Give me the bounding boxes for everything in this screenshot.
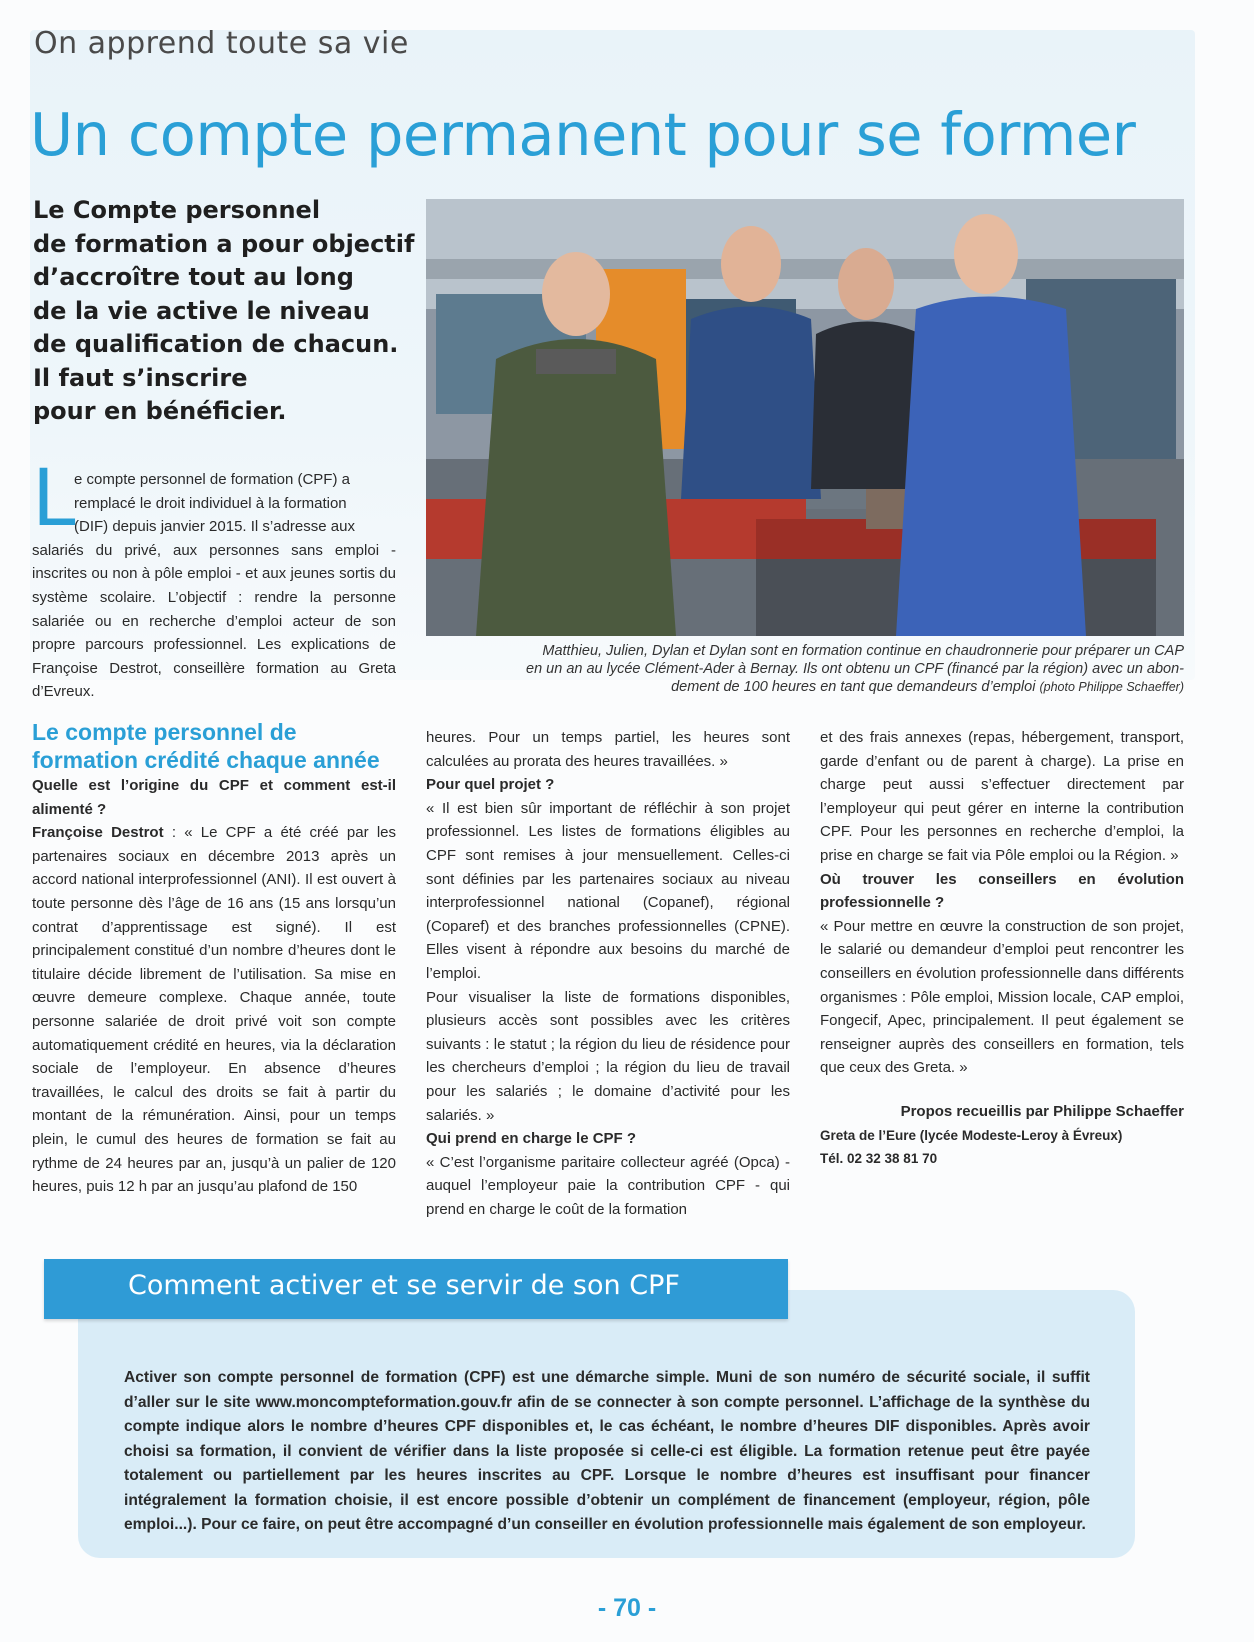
answer: Pour visualiser la liste de formations disponibles, plusieurs accès sont possibles avec les critères suivants : le statut ; la région du lieu de résidence pour les chercheurs d’emploi ; la région du lieu de travail pour les salariés ; le domaine d’activité pour les salariés. » <box>426 988 790 1124</box>
question: Qui prend en charge le CPF ? <box>426 1130 637 1148</box>
drop-cap: L <box>32 454 76 544</box>
caption-line: dement de 100 heures en tant que demandeurs d’emploi (photo Philippe Schaeffer) <box>671 679 1184 695</box>
info-box-title: Comment activer et se servir de son CPF <box>128 1270 680 1301</box>
answer: « Pour mettre en œuvre la construction de son projet, le salarié ou demandeur d’emploi peut rencontrer les conseillers en évolution professionnelle dans différents organismes : Pôle emploi, Mission locale, CAP emploi, Fongecif, Apec, principalement. Il peut également se renseigner auprès des conseillers en formation, tels que ceux des Greta. » <box>820 917 1184 1077</box>
intro-line: (DIF) depuis janvier 2015. Il s’adresse aux <box>74 518 355 536</box>
lede-line: de qualification de chacun. <box>33 330 399 358</box>
answer: « C’est l’organisme paritaire collecteur agréé (Opca) - auquel l’employeur paie la contribution CPF - qui prend en charge le coût de la formation <box>426 1153 790 1218</box>
section-kicker: On apprend toute sa vie <box>34 26 409 61</box>
answer: Françoise Destrot : « Le CPF a été créé par les partenaires sociaux en décembre 2013 après un accord national interprofessionnel (ANI). Il est ouvert à toute personne dès l’âge de 16 ans (15 ans lorsqu’un contrat d’apprentissage est signé). Il est principalement constitué d’un nombre d’heures dont le titulaire décide librement de l’utilisation. Sa mise en œuvre demeure complexe. Chaque année, toute personne salariée de droit privé voit son compte automatiquement crédité en heures, via la déclaration sociale de l’employeur. En absence d’heures travaillées, le calcul des droits se fait à partir du montant de la rémunération. Ainsi, pour un temps plein, le cumul des heures de formation se fait au rythme de 24 heures par an, jusqu’à un palier de 120 heures, puis 12 h par an jusqu’au plafond de 150 <box>32 824 396 1196</box>
lede-line: de formation a pour objectif <box>33 229 415 258</box>
workshop-photo <box>426 199 1184 636</box>
workshop-photo-illustration <box>426 199 1184 636</box>
contact-phone: Tél. 02 32 38 81 70 <box>820 1151 938 1167</box>
intro-paragraph <box>32 454 396 704</box>
question: Pour quel projet ? <box>426 776 555 794</box>
lede-line: pour en bénéficier. <box>33 397 287 425</box>
contact-org: Greta de l’Eure (lycée Modeste-Leroy à Évreux) <box>820 1127 1123 1143</box>
caption-line: en un an au lycée Clément-Ader à Bernay. Ils ont obtenu un CPF (financé par la région) avec un abon- <box>526 661 1184 677</box>
intro-line: e compte personnel de formation (CPF) a <box>74 471 350 488</box>
lede-line: d’accroître tout au long <box>33 263 354 291</box>
info-box-text: Activer son compte personnel de formation (CPF) est une démarche simple. Muni de son numéro de sécurité sociale, il suffit d’aller sur le site www.moncompteformation.gouv.fr afin de se connecter à son compte personnel. L’affichage de la synthèse du compte indique alors le nombre d’heures CPF disponibles et, le cas échéant, le nombre d’heures DIF disponibles. Après avoir choisi sa formation, il convient de vérifier dans la liste proposée si celle-ci est éligible. La formation retenue peut être payée totalement ou partiellement par les heures inscrites au CPF. Lorsque le nombre d’heures est insuffisant pour financer intégralement la formation choisie, il est encore possible d’obtenir un complément de financement (employeur, région, pôle emploi...). Pour ce faire, on peut être accompagné d’un conseiller en évolution professionnelle mais également de son employeur. <box>124 1369 1090 1533</box>
article-column-2 <box>426 726 790 1221</box>
question: Quelle est l’origine du CPF et comment est-il alimenté ? <box>32 777 396 818</box>
lede-line: Le Compte personnel <box>33 196 321 224</box>
photo-caption <box>420 642 1184 696</box>
page-number: - 70 - <box>597 1594 657 1622</box>
article-column-1 <box>32 774 396 1199</box>
section-subhead: Le compte personnel de formation crédité chaque année <box>32 719 380 773</box>
intro-line: remplacé le droit individuel à la formation <box>74 494 347 512</box>
speaker-name: Françoise Destrot <box>32 824 164 842</box>
byline: Propos recueillis par Philippe Schaeffer <box>900 1102 1184 1120</box>
intro-body: salariés du privé, aux personnes sans emploi - inscrites ou non à pôle emploi - et aux jeunes sortis du système scolaire. L’objectif : rendre la personne salariée ou en recherche d’emploi acteur de son propre parcours professionnel. Les explications de Françoise Destrot, conseillère formation au Greta d’Evreux. <box>32 541 396 701</box>
answer: « Il est bien sûr important de réfléchir à son projet professionnel. Les listes de formations éligibles au CPF sont remises à jour mensuellement. Celles-ci sont définies par les partenaires sociaux au niveau interprofessionnel national (Copanef), régional (Coparef) et des branches professionnelles (CPNE). Elles visent à répondre aux besoins du marché de l’emploi. <box>426 799 790 982</box>
lede <box>33 194 415 429</box>
lede-line: Il faut s’inscrire <box>33 363 248 392</box>
question: Où trouver les conseillers en évolution professionnelle ? <box>820 870 1184 912</box>
photo-credit: (photo Philippe Schaeffer) <box>1039 680 1184 694</box>
answer: et des frais annexes (repas, hébergement, transport, garde d’enfant ou de parent à charge). La prise en charge peut aussi s’effectuer directement par l’employeur qui peut gérer en interne la contribution CPF. Pour les personnes en recherche d’emploi, la prise en charge se fait via Pôle emploi ou la Région. » <box>820 729 1184 864</box>
caption-line: Matthieu, Julien, Dylan et Dylan sont en formation continue en chaudronnerie pour préparer un CAP <box>542 643 1184 659</box>
page-title: Un compte permanent pour se former <box>30 100 1136 169</box>
answer: heures. Pour un temps partiel, les heures sont calculées au prorata des heures travaillées. » <box>426 729 790 770</box>
article-column-3 <box>820 726 1184 1171</box>
lede-line: de la vie active le niveau <box>33 296 370 325</box>
